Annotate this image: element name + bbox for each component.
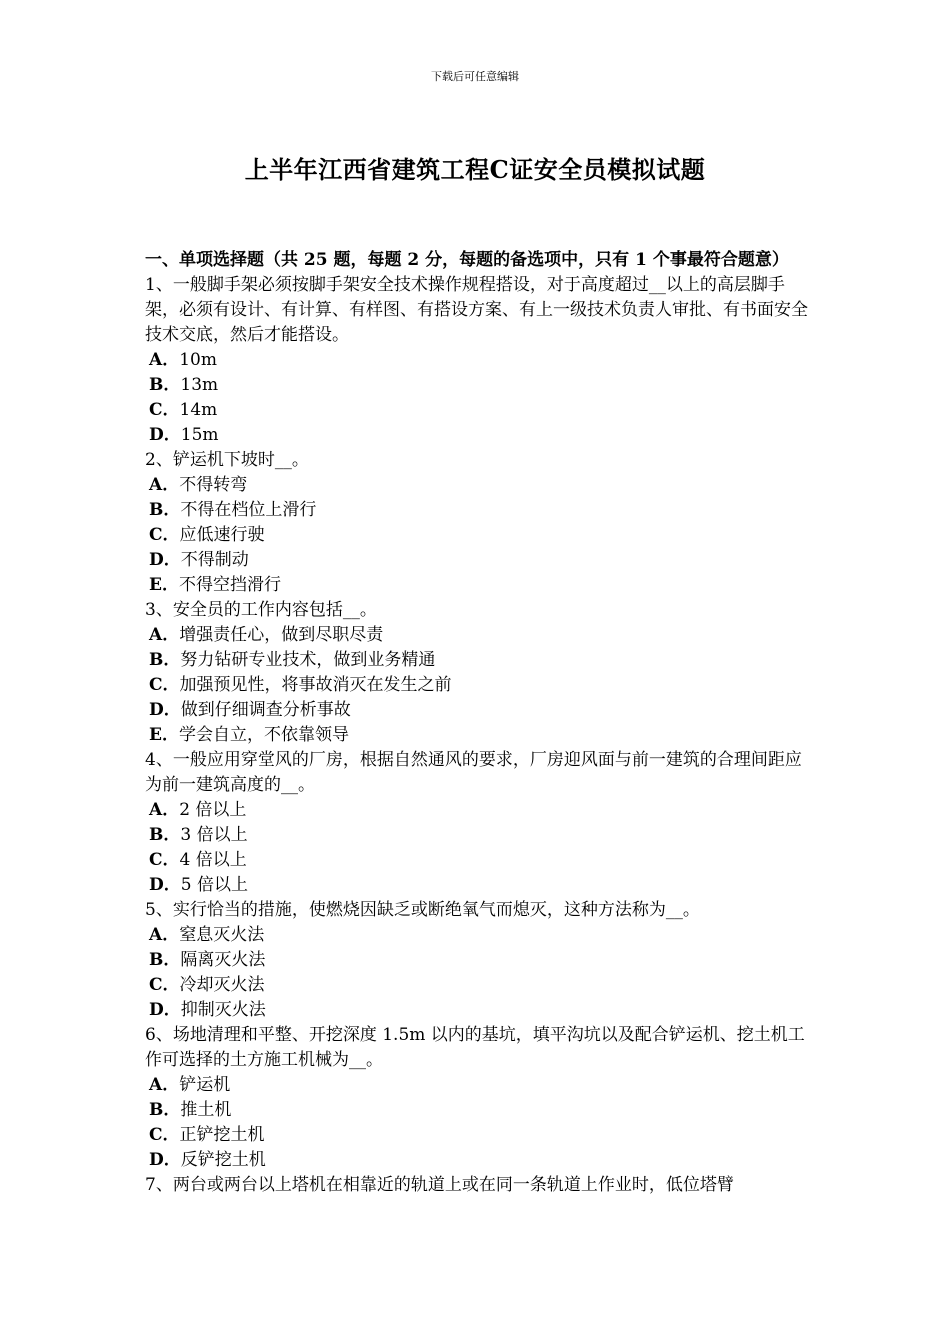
option-text: 14m <box>179 400 218 420</box>
option-list <box>145 473 810 598</box>
answer-option <box>145 623 810 648</box>
option-text: 13m <box>180 375 219 395</box>
option-text: 不得转弯 <box>179 475 248 495</box>
option-text: 3 倍以上 <box>180 825 248 845</box>
answer-option <box>145 1123 810 1148</box>
option-letter: C． <box>149 975 180 995</box>
question-item <box>145 598 810 748</box>
option-letter: D． <box>149 875 181 895</box>
option-text: 窒息灭火法 <box>179 925 265 945</box>
option-letter: D． <box>149 1000 181 1020</box>
answer-option <box>145 698 810 723</box>
option-text: 反铲挖土机 <box>180 1150 266 1170</box>
answer-option <box>145 673 810 698</box>
option-text: 抑制灭火法 <box>180 1000 266 1020</box>
question-list <box>145 273 810 1198</box>
option-letter: A． <box>149 350 180 370</box>
option-letter: D． <box>149 1150 181 1170</box>
option-text: 增强责任心，做到尽职尽责 <box>179 625 384 645</box>
answer-option <box>145 423 810 448</box>
option-letter: E． <box>149 575 179 595</box>
option-letter: E． <box>149 725 179 745</box>
question-item <box>145 748 810 898</box>
question-item <box>145 448 810 598</box>
option-text: 努力钻研专业技术，做到业务精通 <box>180 650 436 670</box>
option-letter: A． <box>149 625 180 645</box>
question-item <box>145 1173 810 1198</box>
option-text: 不得空挡滑行 <box>178 575 281 595</box>
question-item <box>145 1023 810 1173</box>
answer-option <box>145 923 810 948</box>
option-letter: B． <box>149 950 181 970</box>
option-letter: C． <box>149 1125 180 1145</box>
answer-option <box>145 473 810 498</box>
section-heading: 一、单项选择题（共 25 题，每题 2 分，每题的备选项中，只有 1 个事最符合题意） <box>145 250 789 270</box>
option-letter: D． <box>149 425 181 445</box>
option-letter: B． <box>149 375 181 395</box>
option-text: 加强预见性，将事故消灭在发生之前 <box>179 675 452 695</box>
answer-option <box>145 873 810 898</box>
answer-option <box>145 1148 810 1173</box>
option-text: 10m <box>179 350 217 370</box>
option-letter: C． <box>149 675 180 695</box>
question-stem: 2、铲运机下坡时__。 <box>145 450 309 470</box>
option-text: 隔离灭火法 <box>180 950 266 970</box>
option-text: 冷却灭火法 <box>179 975 265 995</box>
option-letter: A． <box>149 925 180 945</box>
answer-option <box>145 848 810 873</box>
option-text: 不得制动 <box>180 550 249 570</box>
page-title: 上半年江西省建筑工程C证安全员模拟试题 <box>244 155 706 184</box>
option-text: 应低速行驶 <box>179 525 265 545</box>
option-text: 2 倍以上 <box>179 800 247 820</box>
answer-option <box>145 348 810 373</box>
answer-option <box>145 573 810 598</box>
option-letter: A． <box>149 1075 180 1095</box>
option-letter: C． <box>149 850 180 870</box>
option-letter: B． <box>149 1100 181 1120</box>
option-text: 做到仔细调查分析事故 <box>180 700 351 720</box>
option-text: 4 倍以上 <box>179 850 247 870</box>
option-list <box>145 1073 810 1173</box>
question-stem: 5、实行恰当的措施，使燃烧因缺乏或断绝氧气而熄灭，这种方法称为__。 <box>145 900 700 920</box>
option-letter: A． <box>149 800 180 820</box>
option-letter: B． <box>149 500 181 520</box>
answer-option <box>145 723 810 748</box>
answer-option <box>145 548 810 573</box>
option-letter: C． <box>149 400 180 420</box>
answer-option <box>145 798 810 823</box>
question-stem: 1、一般脚手架必须按脚手架安全技术操作规程搭设，对于高度超过__以上的高层脚手架，必须有设计、有计算、有样图、有搭设方案、有上一级技术负责人审批、有书面安全技术交底，然后才能搭设。 <box>145 275 808 345</box>
option-text: 15m <box>180 425 219 445</box>
option-text: 不得在档位上滑行 <box>180 500 317 520</box>
question-item <box>145 898 810 1023</box>
header-note: 下载后可任意编辑 <box>431 70 519 83</box>
option-text: 学会自立，不依靠领导 <box>178 725 349 745</box>
option-text: 正铲挖土机 <box>179 1125 265 1145</box>
answer-option <box>145 498 810 523</box>
option-letter: D． <box>149 550 181 570</box>
question-stem: 4、一般应用穿堂风的厂房，根据自然通风的要求，厂房迎风面与前一建筑的合理间距应为前一建筑高度的__。 <box>145 750 802 795</box>
answer-option <box>145 948 810 973</box>
option-list <box>145 923 810 1023</box>
answer-option <box>145 823 810 848</box>
answer-option <box>145 398 810 423</box>
option-text: 5 倍以上 <box>180 875 248 895</box>
question-stem: 6、场地清理和平整、开挖深度 1.5m 以内的基坑，填平沟坑以及配合铲运机、挖土机工作可选择的土方施工机械为__。 <box>145 1025 805 1070</box>
answer-option <box>145 648 810 673</box>
option-letter: B． <box>149 650 181 670</box>
document-body <box>145 248 810 1198</box>
option-letter: B． <box>149 825 181 845</box>
option-list <box>145 798 810 898</box>
answer-option <box>145 1098 810 1123</box>
answer-option <box>145 998 810 1023</box>
question-stem: 3、安全员的工作内容包括__。 <box>145 600 377 620</box>
option-list <box>145 623 810 748</box>
option-text: 铲运机 <box>179 1075 231 1095</box>
option-letter: A． <box>149 475 180 495</box>
option-letter: D． <box>149 700 181 720</box>
answer-option <box>145 523 810 548</box>
option-letter: C． <box>149 525 180 545</box>
question-item <box>145 273 810 448</box>
answer-option <box>145 1073 810 1098</box>
option-list <box>145 348 810 448</box>
answer-option <box>145 973 810 998</box>
question-stem: 7、两台或两台以上塔机在相靠近的轨道上或在同一条轨道上作业时，低位塔臂 <box>145 1175 734 1195</box>
answer-option <box>145 373 810 398</box>
option-text: 推土机 <box>180 1100 232 1120</box>
